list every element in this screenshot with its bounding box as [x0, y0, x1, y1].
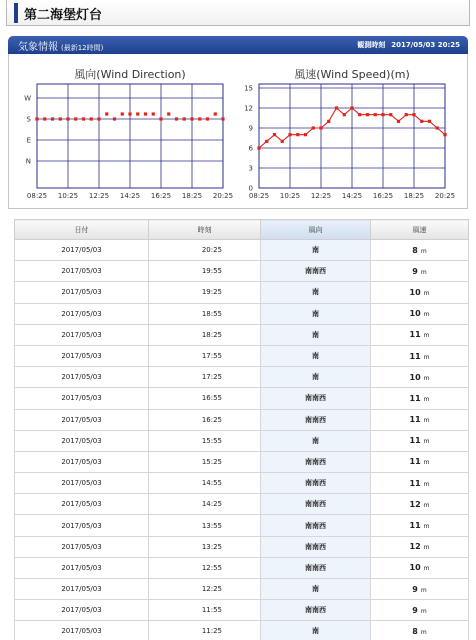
- data-point: [105, 112, 108, 115]
- x-tick-label: 08:25: [26, 192, 48, 200]
- y-tick-label: W: [24, 94, 31, 103]
- data-point: [358, 113, 361, 116]
- x-tick-label: 18:25: [403, 192, 425, 200]
- data-point: [214, 112, 217, 115]
- data-point: [405, 113, 408, 116]
- row-wind-speed: [371, 557, 469, 578]
- row-date: 2017/05/03: [15, 261, 149, 282]
- row-wind-speed: [371, 536, 469, 557]
- row-wind-speed: [371, 494, 469, 515]
- row-speed-unit: m: [423, 523, 430, 531]
- x-tick-label: 08:25: [248, 192, 270, 200]
- y-tick-label: E: [26, 136, 31, 145]
- row-date: 2017/05/03: [15, 494, 149, 515]
- table-row: [15, 240, 469, 261]
- row-speed-value: 9: [412, 584, 418, 594]
- data-point: [381, 113, 384, 116]
- row-date: 2017/05/03: [15, 536, 149, 557]
- header-time: 時刻: [149, 220, 261, 240]
- x-tick-label: 16:25: [150, 192, 172, 200]
- row-time: 15:55: [149, 430, 261, 451]
- row-speed-value: 11: [409, 478, 421, 488]
- row-speed-unit: m: [423, 353, 430, 361]
- row-time: 11:55: [149, 600, 261, 621]
- row-date: 2017/05/03: [15, 473, 149, 494]
- table-row: [15, 494, 469, 515]
- page-title-bar: [6, 0, 470, 26]
- row-speed-value: 9: [412, 266, 418, 276]
- row-wind-speed: [371, 621, 469, 640]
- observed-time: [351, 40, 460, 50]
- header-wind-speed: 風速: [371, 220, 469, 240]
- data-point: [136, 112, 139, 115]
- data-point: [51, 117, 54, 120]
- data-point: [374, 113, 377, 116]
- row-wind-direction: 南: [261, 430, 371, 451]
- row-date: 2017/05/03: [15, 367, 149, 388]
- row-speed-unit: m: [423, 459, 430, 467]
- row-date: 2017/05/03: [15, 240, 149, 261]
- x-tick-label: 20:25: [434, 192, 456, 200]
- row-wind-speed: [371, 367, 469, 388]
- y-tick-label: S: [26, 115, 31, 124]
- header-date: 日付: [15, 220, 149, 240]
- data-point: [443, 133, 446, 136]
- table-row: [15, 409, 469, 430]
- x-tick-label: 10:25: [57, 192, 79, 200]
- row-speed-unit: m: [423, 544, 430, 552]
- row-speed-value: 9: [412, 605, 418, 615]
- row-speed-value: 11: [409, 457, 421, 467]
- row-time: 12:25: [149, 579, 261, 600]
- table-row: [15, 515, 469, 536]
- data-point: [265, 140, 268, 143]
- data-point: [428, 120, 431, 123]
- row-speed-unit: m: [420, 628, 427, 636]
- chart-title: 風速(Wind Speed)(m): [294, 68, 410, 81]
- x-tick-label: 20:25: [212, 192, 234, 200]
- table-row: [15, 536, 469, 557]
- row-time: 11:25: [149, 621, 261, 640]
- row-time: 15:25: [149, 451, 261, 472]
- data-point: [175, 117, 178, 120]
- row-speed-value: 11: [409, 393, 421, 403]
- row-time: 13:25: [149, 536, 261, 557]
- y-tick-label: 3: [248, 164, 253, 173]
- row-speed-unit: m: [423, 501, 430, 509]
- row-time: 14:55: [149, 473, 261, 494]
- row-date: 2017/05/03: [15, 282, 149, 303]
- table-row: [15, 473, 469, 494]
- row-wind-speed: [371, 409, 469, 430]
- x-tick-label: 16:25: [372, 192, 394, 200]
- data-point: [159, 117, 162, 120]
- row-wind-direction: 南: [261, 345, 371, 366]
- row-wind-speed: [371, 261, 469, 282]
- row-wind-speed: [371, 473, 469, 494]
- row-speed-unit: m: [420, 268, 427, 276]
- row-wind-direction: 南: [261, 282, 371, 303]
- row-date: 2017/05/03: [15, 621, 149, 640]
- table-row: [15, 430, 469, 451]
- row-wind-direction: 南南西: [261, 536, 371, 557]
- row-wind-direction: 南: [261, 324, 371, 345]
- data-point: [350, 106, 353, 109]
- data-point: [304, 133, 307, 136]
- row-speed-value: 10: [409, 309, 421, 319]
- page-title: 第二海堡灯台: [24, 8, 103, 23]
- data-point: [420, 120, 423, 123]
- section-title-text: 気象情報: [18, 42, 58, 53]
- data-point: [436, 126, 439, 129]
- data-point: [335, 106, 338, 109]
- row-speed-value: 12: [409, 542, 421, 552]
- chart-title: 風向(Wind Direction): [74, 68, 186, 81]
- row-wind-speed: [371, 600, 469, 621]
- row-wind-speed: [371, 430, 469, 451]
- y-tick-label: 12: [244, 104, 253, 113]
- row-date: 2017/05/03: [15, 303, 149, 324]
- x-tick-label: 14:25: [119, 192, 141, 200]
- data-point: [128, 112, 131, 115]
- row-date: 2017/05/03: [15, 409, 149, 430]
- row-time: 19:25: [149, 282, 261, 303]
- row-wind-direction: 南南西: [261, 473, 371, 494]
- row-speed-value: 11: [409, 436, 421, 446]
- row-date: 2017/05/03: [15, 515, 149, 536]
- row-speed-unit: m: [423, 395, 430, 403]
- data-point: [397, 120, 400, 123]
- table-row: [15, 621, 469, 640]
- data-point: [412, 113, 415, 116]
- row-speed-value: 12: [409, 499, 421, 509]
- row-time: 17:25: [149, 367, 261, 388]
- row-wind-direction: 南: [261, 579, 371, 600]
- data-point: [74, 117, 77, 120]
- table-row: [15, 451, 469, 472]
- data-point: [343, 113, 346, 116]
- data-point: [389, 113, 392, 116]
- row-time: 20:25: [149, 240, 261, 261]
- data-point: [206, 117, 209, 120]
- data-point: [221, 117, 224, 120]
- row-wind-direction: 南南西: [261, 557, 371, 578]
- row-speed-unit: m: [423, 311, 430, 319]
- x-tick-label: 12:25: [310, 192, 332, 200]
- data-point: [296, 133, 299, 136]
- row-wind-speed: [371, 282, 469, 303]
- data-point: [43, 117, 46, 120]
- data-point: [59, 117, 62, 120]
- row-wind-speed: [371, 303, 469, 324]
- row-time: 19:55: [149, 261, 261, 282]
- row-wind-direction: 南南西: [261, 494, 371, 515]
- row-wind-direction: 南: [261, 367, 371, 388]
- row-speed-unit: m: [423, 332, 430, 340]
- data-point: [288, 133, 291, 136]
- table-row: [15, 600, 469, 621]
- row-wind-speed: [371, 345, 469, 366]
- row-speed-value: 11: [409, 330, 421, 340]
- row-wind-speed: [371, 451, 469, 472]
- row-speed-unit: m: [423, 565, 430, 573]
- row-speed-unit: m: [420, 607, 427, 615]
- row-time: 16:25: [149, 409, 261, 430]
- row-wind-direction: 南: [261, 621, 371, 640]
- data-point: [257, 146, 260, 149]
- row-time: 16:55: [149, 388, 261, 409]
- row-wind-direction: 南南西: [261, 409, 371, 430]
- row-date: 2017/05/03: [15, 557, 149, 578]
- row-speed-unit: m: [423, 289, 430, 297]
- row-time: 18:25: [149, 324, 261, 345]
- table-row: [15, 345, 469, 366]
- row-wind-speed: [371, 324, 469, 345]
- row-speed-unit: m: [423, 374, 430, 382]
- observation-table: [14, 219, 469, 640]
- table-row: [15, 282, 469, 303]
- data-point: [90, 117, 93, 120]
- data-point: [281, 140, 284, 143]
- data-point: [190, 117, 193, 120]
- header-wind-direction: 風向: [261, 220, 371, 240]
- table-body: [15, 240, 469, 640]
- x-tick-label: 10:25: [279, 192, 301, 200]
- row-speed-value: 10: [409, 287, 421, 297]
- row-wind-speed: [371, 388, 469, 409]
- row-speed-value: 10: [409, 372, 421, 382]
- row-speed-unit: m: [423, 438, 430, 446]
- data-point: [327, 120, 330, 123]
- row-wind-speed: [371, 515, 469, 536]
- data-point: [198, 117, 201, 120]
- row-speed-unit: m: [423, 417, 430, 425]
- table-header-row: [15, 220, 469, 240]
- row-wind-direction: 南南西: [261, 600, 371, 621]
- charts-svg: [9, 54, 467, 209]
- row-speed-value: 10: [409, 563, 421, 573]
- row-speed-unit: m: [420, 586, 427, 594]
- row-date: 2017/05/03: [15, 579, 149, 600]
- x-tick-label: 18:25: [181, 192, 203, 200]
- row-date: 2017/05/03: [15, 451, 149, 472]
- row-speed-value: 11: [409, 351, 421, 361]
- row-speed-unit: m: [420, 247, 427, 255]
- row-date: 2017/05/03: [15, 388, 149, 409]
- x-tick-label: 14:25: [341, 192, 363, 200]
- table-row: [15, 303, 469, 324]
- row-time: 17:55: [149, 345, 261, 366]
- row-time: 18:55: [149, 303, 261, 324]
- row-time: 13:55: [149, 515, 261, 536]
- table-row: [15, 557, 469, 578]
- data-point: [113, 117, 116, 120]
- row-wind-direction: 南南西: [261, 388, 371, 409]
- table-row: [15, 579, 469, 600]
- chart-panel: [8, 54, 468, 209]
- data-point: [167, 112, 170, 115]
- row-date: 2017/05/03: [15, 324, 149, 345]
- table-row: [15, 388, 469, 409]
- row-wind-speed: [371, 579, 469, 600]
- data-point: [82, 117, 85, 120]
- row-speed-value: 11: [409, 415, 421, 425]
- y-tick-label: 15: [244, 84, 253, 93]
- data-point: [183, 117, 186, 120]
- data-point: [97, 117, 100, 120]
- row-wind-direction: 南: [261, 240, 371, 261]
- data-point: [66, 117, 69, 120]
- row-speed-unit: m: [423, 480, 430, 488]
- data-point: [319, 126, 322, 129]
- data-point: [273, 133, 276, 136]
- row-wind-speed: [371, 240, 469, 261]
- table-row: [15, 324, 469, 345]
- row-speed-value: 11: [409, 521, 421, 531]
- row-time: 14:25: [149, 494, 261, 515]
- row-date: 2017/05/03: [15, 600, 149, 621]
- row-wind-direction: 南南西: [261, 261, 371, 282]
- row-time: 12:55: [149, 557, 261, 578]
- row-wind-direction: 南南西: [261, 515, 371, 536]
- row-speed-value: 8: [412, 626, 418, 636]
- table-row: [15, 261, 469, 282]
- data-point: [152, 112, 155, 115]
- data-point: [35, 117, 38, 120]
- section-title: [18, 38, 103, 53]
- observed-time-label: 観測時刻: [357, 41, 386, 49]
- data-point: [312, 126, 315, 129]
- row-speed-value: 8: [412, 245, 418, 255]
- observed-time-value: 2017/05/03 20:25: [391, 41, 460, 49]
- data-point: [144, 112, 147, 115]
- row-wind-direction: 南南西: [261, 451, 371, 472]
- weather-section-header: [8, 36, 468, 54]
- data-point: [366, 113, 369, 116]
- row-date: 2017/05/03: [15, 345, 149, 366]
- y-tick-label: 0: [248, 184, 253, 193]
- section-subtitle: (最新12時間): [61, 44, 104, 52]
- y-tick-label: N: [25, 157, 31, 166]
- row-date: 2017/05/03: [15, 430, 149, 451]
- y-tick-label: 6: [248, 144, 253, 153]
- x-tick-label: 12:25: [88, 192, 110, 200]
- title-accent-bar: [14, 3, 18, 23]
- y-tick-label: 9: [248, 124, 253, 133]
- table-row: [15, 367, 469, 388]
- data-point: [121, 112, 124, 115]
- row-wind-direction: 南: [261, 303, 371, 324]
